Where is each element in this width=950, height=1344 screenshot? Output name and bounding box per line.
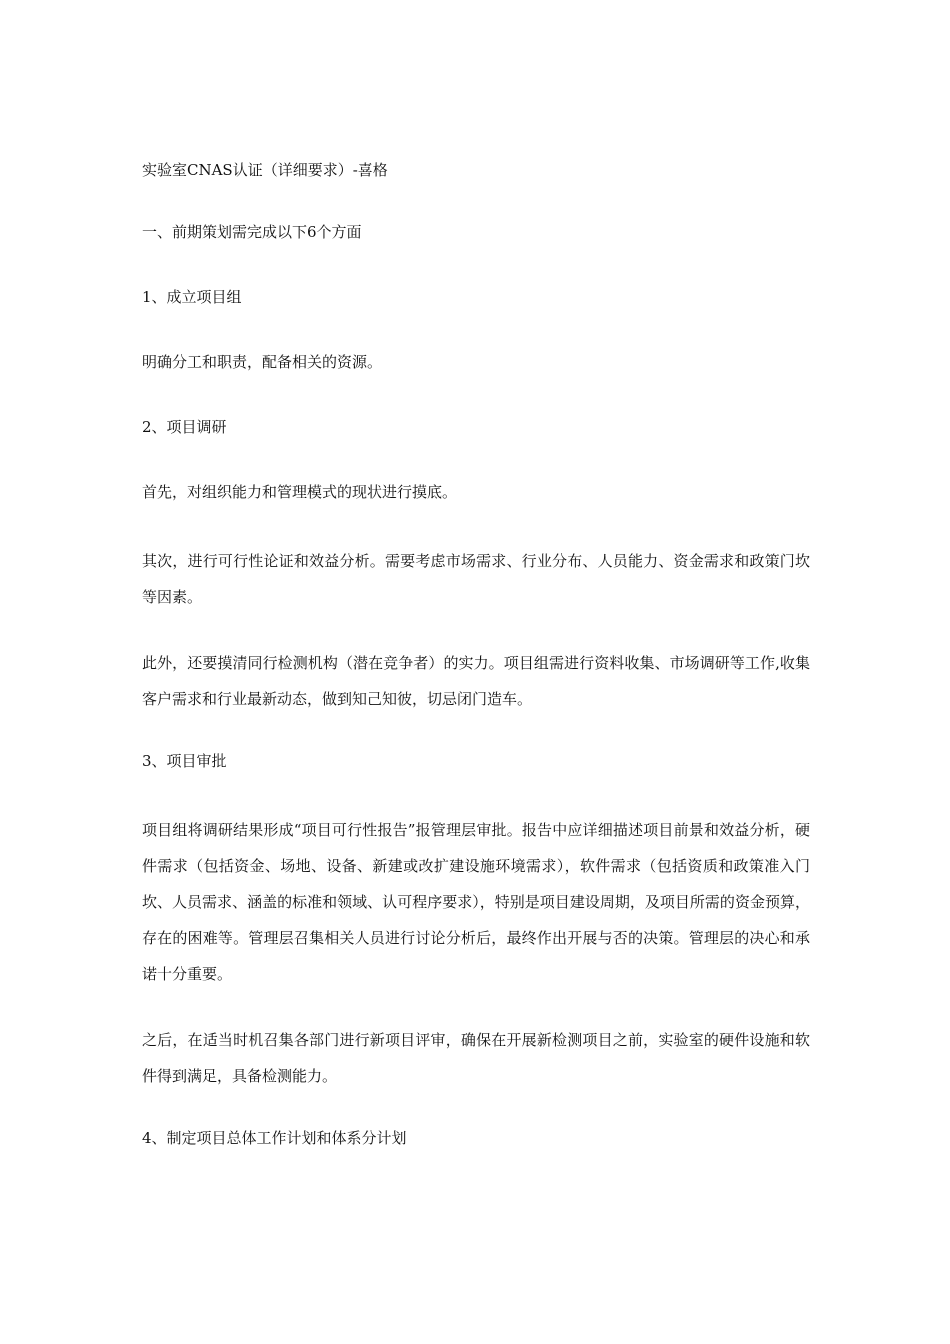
item-3-paragraph-1: 项目组将调研结果形成“项目可行性报告”报管理层审批。报告中应详细描述项目前景和效益分析，硬件需求（包括资金、场地、设备、新建或改扩建设施环境需求），软件需求（包括资质和政策准入门坎、人员需求、涵盖的标准和领域、认可程序要求），特别是项目建设周期，及项目所需的资金预算，存在的困难等。管理层召集相关人员进行讨论分析后，最终作出开展与否的决策。管理层的决心和承诺十分重要。 xyxy=(142,821,810,983)
item-heading-1: 1、成立项目组 xyxy=(142,288,242,306)
item-heading-4: 4、制定项目总体工作计划和体系分计划 xyxy=(142,1129,407,1147)
item-2-paragraph-1: 首先，对组织能力和管理模式的现状进行摸底。 xyxy=(142,483,458,501)
item-heading-3: 3、项目审批 xyxy=(142,752,227,770)
item-3-paragraph-2: 之后，在适当时机召集各部门进行新项目评审，确保在开展新检测项目之前，实验室的硬件设施和软件得到满足，具备检测能力。 xyxy=(142,1031,810,1085)
document-body xyxy=(142,156,810,1152)
section-heading: 一、前期策划需完成以下6个方面 xyxy=(142,223,362,241)
item-1-paragraph-1: 明确分工和职责，配备相关的资源。 xyxy=(142,353,383,371)
item-heading-2: 2、项目调研 xyxy=(142,418,227,436)
document-title: 实验室CNAS认证（详细要求）-喜格 xyxy=(142,161,388,179)
item-2-paragraph-3: 此外，还要摸清同行检测机构（潜在竞争者）的实力。项目组需进行资料收集、市场调研等工作,收集客户需求和行业最新动态，做到知己知彼，切忌闭门造车。 xyxy=(142,654,810,708)
item-2-paragraph-2: 其次，进行可行性论证和效益分析。需要考虑市场需求、行业分布、人员能力、资金需求和政策门坎等因素。 xyxy=(142,552,810,606)
